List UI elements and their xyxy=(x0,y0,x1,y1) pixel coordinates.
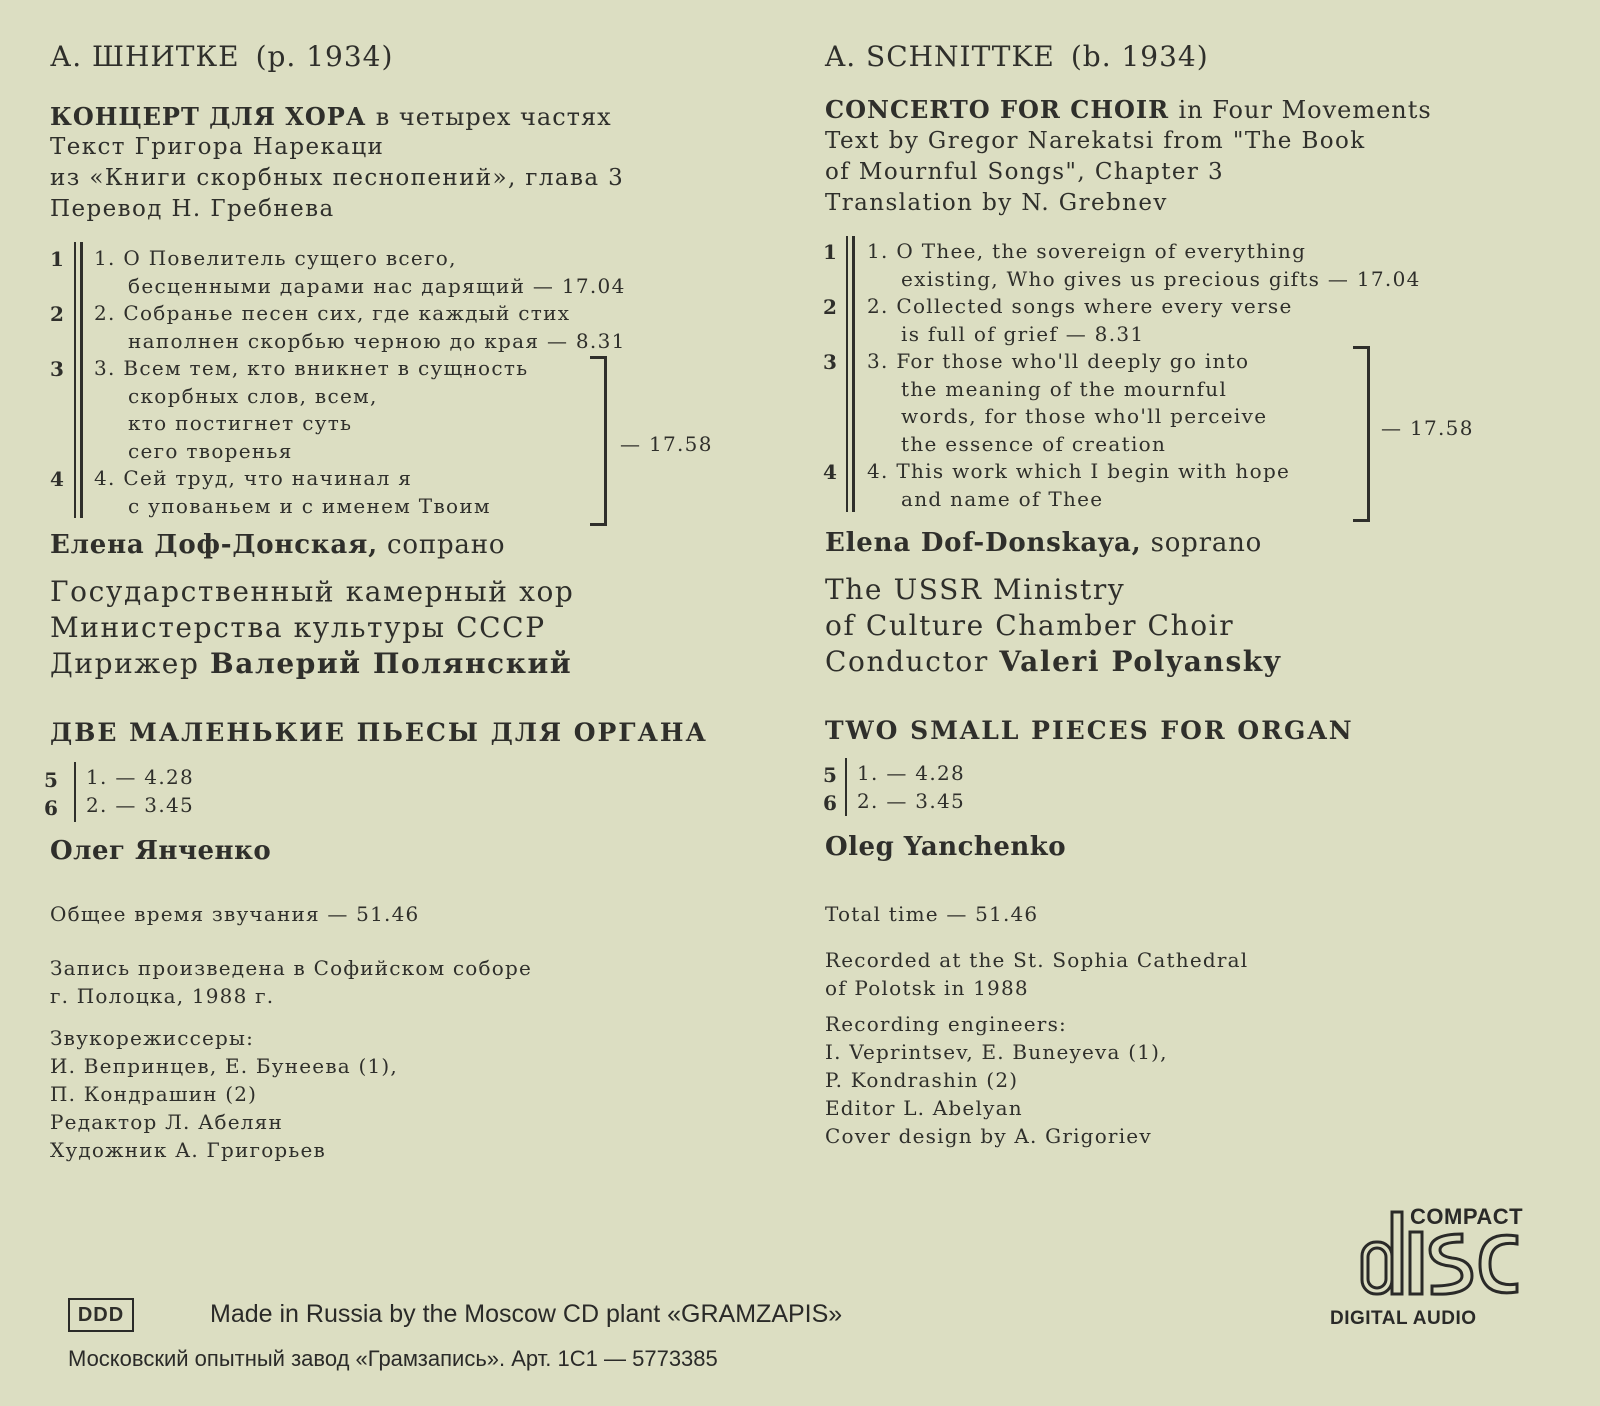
choir-line: Государственный камерный хор xyxy=(50,575,575,608)
compact-disc-logo xyxy=(1330,1204,1552,1334)
track-line: бесценными дарами нас дарящий — 17.04 xyxy=(128,273,626,298)
track-line: кто постигнет суть xyxy=(128,411,353,435)
organ-title: ДВЕ МАЛЕНЬКИЕ ПЬЕСЫ ДЛЯ ОРГАНА xyxy=(50,718,708,747)
logo-top-text: COMPACT xyxy=(1410,1204,1524,1229)
track-number: 3 xyxy=(50,357,64,381)
concerto-title-main: CONCERTO FOR CHOIR xyxy=(825,95,1170,124)
credit-line: П. Кондрашин (2) xyxy=(50,1082,258,1106)
credit-line: Художник А. Григорьев xyxy=(50,1138,327,1162)
track-entry xyxy=(94,465,491,520)
track-number: 6 xyxy=(823,791,837,815)
bracket-time: — 17.58 xyxy=(1381,416,1474,440)
track-line: скорбных слов, всем, xyxy=(128,383,378,408)
text-line: Текст Григора Нарекаци xyxy=(50,134,385,160)
soloist xyxy=(825,528,1262,558)
text-line: Перевод Н. Гребнева xyxy=(50,196,335,222)
conductor-name: Valeri Polyansky xyxy=(999,645,1282,678)
composer-name: А. ШНИТКЕ xyxy=(50,40,240,73)
organ-track: 2. — 3.45 xyxy=(86,793,195,817)
track-line: the meaning of the mournful xyxy=(901,376,1228,401)
track-line: 2. Collected songs where every verse xyxy=(867,294,1293,318)
track-number: 1 xyxy=(823,240,837,264)
recording-line: of Polotsk in 1988 xyxy=(825,976,1029,1000)
track-line: and name of Thee xyxy=(901,486,1104,511)
soloist xyxy=(50,530,505,560)
choir xyxy=(50,574,574,682)
organist: Oleg Yanchenko xyxy=(825,832,1067,862)
track-line: 2. Собранье песен сих, где каждый стих xyxy=(94,301,571,325)
track-number: 5 xyxy=(44,768,58,792)
plant-line: Московский опытный завод «Грамзапись». Арт. 1С1 — 5773385 xyxy=(68,1346,718,1371)
soloist-name: Elena Dof-Donskaya, xyxy=(825,528,1142,558)
track-line: 4. Сей труд, что начинал я xyxy=(94,466,413,490)
composer-heading xyxy=(50,40,393,73)
text-credits xyxy=(825,126,1366,219)
choir xyxy=(825,572,1282,680)
organ-title: TWO SMALL PIECES FOR ORGAN xyxy=(825,716,1354,745)
ddd-badge xyxy=(68,1298,134,1332)
recording-line: г. Полоцка, 1988 г. xyxy=(50,984,275,1008)
conductor xyxy=(825,644,1282,680)
made-in-line: Made in Russia by the Moscow CD plant «GRAMZAPIS» xyxy=(210,1300,843,1328)
track-divider-line-inner xyxy=(74,242,76,518)
track-line: сего творенья xyxy=(128,438,293,463)
concerto-title-rest: in Four Movements xyxy=(1178,96,1432,124)
logo-bottom-text: DIGITAL AUDIO xyxy=(1330,1308,1477,1329)
conductor xyxy=(50,646,574,682)
credit-line: Редактор Л. Абелян xyxy=(50,1110,283,1134)
credit-line: Recording engineers: xyxy=(825,1012,1067,1036)
conductor-label: Conductor xyxy=(825,645,989,678)
track-line: the essence of creation xyxy=(901,431,1167,456)
choir-line: of Culture Chamber Choir xyxy=(825,609,1235,642)
text-credits xyxy=(50,132,624,225)
track-entry xyxy=(94,355,528,465)
recording-place xyxy=(50,954,532,1010)
logo-d-bowl-inner xyxy=(1368,1248,1386,1288)
track-line: is full of grief — 8.31 xyxy=(901,321,1145,346)
credit-line: I. Veprintsev, E. Buneyeva (1), xyxy=(825,1040,1168,1064)
concerto-title xyxy=(50,102,612,131)
organ-track: 1. — 4.28 xyxy=(857,761,966,785)
track-number: 1 xyxy=(50,247,64,271)
recording-line: Запись произведена в Софийском соборе xyxy=(50,956,533,980)
credit-line: Звукорежиссеры: xyxy=(50,1026,255,1050)
soloist-role: сопрано xyxy=(387,530,506,560)
logo-s xyxy=(1430,1234,1472,1294)
track-line: existing, Who gives us precious gifts — 17.04 xyxy=(901,266,1421,291)
track-line: 4. This work which I begin with hope xyxy=(867,459,1291,483)
organ-track: 2. — 3.45 xyxy=(857,789,966,813)
text-line: of Mournful Songs", Chapter 3 xyxy=(825,159,1225,185)
credits xyxy=(50,1024,398,1164)
credit-line: И. Вепринцев, Е. Бунеева (1), xyxy=(50,1054,398,1078)
track-number: 2 xyxy=(823,295,837,319)
recording-line: Recorded at the St. Sophia Cathedral xyxy=(825,948,1249,972)
ddd-badge-label: DDD xyxy=(77,1303,125,1326)
track-line: words, for those who'll perceive xyxy=(901,404,1268,428)
total-time: Total time — 51.46 xyxy=(825,902,1039,926)
soloist-name: Елена Доф-Донская, xyxy=(50,530,378,560)
track-divider-line xyxy=(80,242,83,518)
text-line: из «Книги скорбных песнопений», глава 3 xyxy=(50,165,625,191)
logo-i xyxy=(1410,1232,1422,1294)
movements-bracket xyxy=(590,356,607,526)
bracket-time: — 17.58 xyxy=(620,432,713,456)
text-line: Text by Gregor Narekatsi from "The Book xyxy=(825,128,1366,154)
organist: Олег Янченко xyxy=(50,836,272,866)
recording-place xyxy=(825,946,1248,1002)
track-divider-line xyxy=(852,236,855,512)
credit-line: P. Kondrashin (2) xyxy=(825,1068,1019,1092)
track-entry xyxy=(867,348,1267,458)
track-line: 1. О Повелитель сущего всего, xyxy=(94,246,457,270)
track-line: 3. For those who'll deeply go into xyxy=(867,349,1250,373)
composer-name: A. SCHNITTKE xyxy=(825,40,1055,73)
organ-divider-line xyxy=(845,758,847,816)
track-number: 2 xyxy=(50,302,64,326)
conductor-name: Валерий Полянский xyxy=(209,647,573,680)
track-number: 3 xyxy=(823,350,837,374)
credits xyxy=(825,1010,1168,1150)
organ-track: 1. — 4.28 xyxy=(86,765,195,789)
composer-years: (р. 1934) xyxy=(255,40,394,73)
logo-c xyxy=(1480,1235,1517,1293)
track-number: 6 xyxy=(44,796,58,820)
movements-bracket xyxy=(1353,346,1370,522)
choir-line: Министерства культуры СССР xyxy=(50,611,546,644)
track-line: 3. Всем тем, кто вникнет в сущность xyxy=(94,356,529,380)
text-line: Translation by N. Grebnev xyxy=(825,190,1168,216)
concerto-title-main: КОНЦЕРТ ДЛЯ ХОРА xyxy=(50,102,367,131)
track-entry xyxy=(94,300,626,355)
concerto-title xyxy=(825,95,1432,124)
logo-d-stem xyxy=(1392,1212,1402,1294)
credit-line: Cover design by A. Grigoriev xyxy=(825,1124,1152,1148)
track-number: 4 xyxy=(50,467,64,491)
total-time: Общее время звучания — 51.46 xyxy=(50,902,420,926)
track-divider-line-inner xyxy=(846,236,848,512)
track-entry xyxy=(867,293,1293,348)
soloist-role: soprano xyxy=(1150,528,1263,558)
choir-line: The USSR Ministry xyxy=(825,573,1126,606)
conductor-label: Дирижер xyxy=(50,647,200,680)
track-number: 5 xyxy=(823,763,837,787)
track-entry xyxy=(867,238,1421,293)
track-entry xyxy=(94,245,626,300)
concerto-title-rest: в четырех частях xyxy=(375,103,612,131)
track-line: с упованьем и с именем Твоим xyxy=(128,493,491,518)
track-entry xyxy=(867,458,1290,513)
composer-heading xyxy=(825,40,1209,73)
composer-years: (b. 1934) xyxy=(1070,40,1209,73)
track-line: наполнен скорбью черною до края — 8.31 xyxy=(128,328,626,353)
credit-line: Editor L. Abelyan xyxy=(825,1096,1023,1120)
track-line: 1. O Thee, the sovereign of everything xyxy=(867,239,1307,263)
organ-divider-line xyxy=(74,762,76,822)
track-number: 4 xyxy=(823,460,837,484)
